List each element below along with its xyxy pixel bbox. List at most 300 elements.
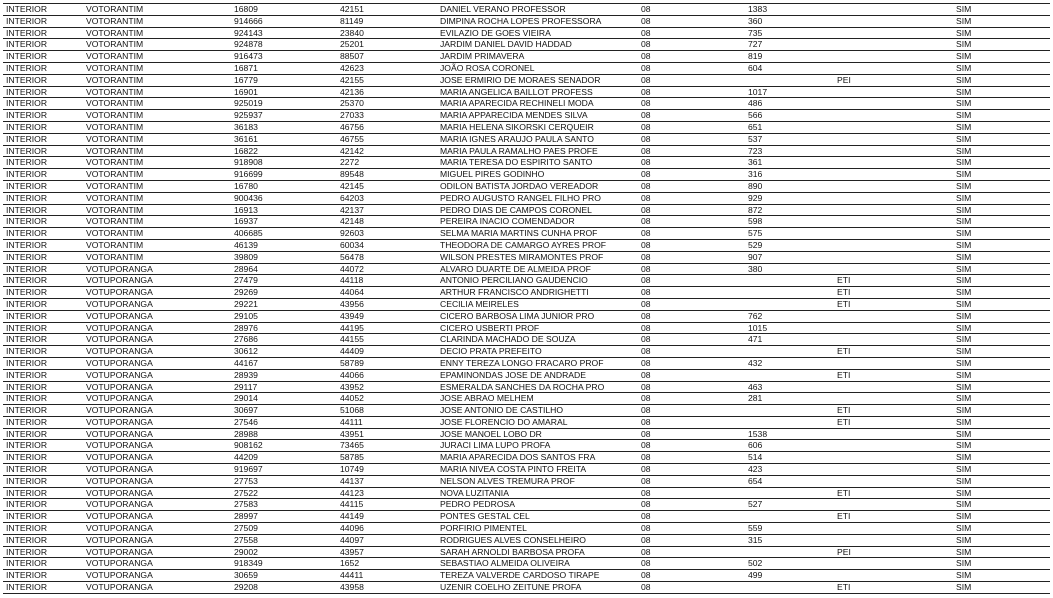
school-table	[3, 3, 1050, 594]
city-cell: VOTORANTIM	[83, 157, 231, 169]
directorate-cell: 08	[638, 275, 745, 287]
region-cell: INTERIOR	[3, 464, 83, 476]
school-name-cell: JARDIM DANIEL DAVID HADDAD	[437, 39, 638, 51]
region-cell: INTERIOR	[3, 357, 83, 369]
directorate-cell: 08	[638, 15, 745, 27]
program-cell	[834, 357, 953, 369]
status-cell: SIM	[953, 534, 1050, 546]
school-code-cell: 29117	[231, 381, 337, 393]
directorate-cell: 08	[638, 511, 745, 523]
school-name-cell: CICERO BARBOSA LIMA JUNIOR PRO	[437, 310, 638, 322]
city-cell: VOTUPORANGA	[83, 534, 231, 546]
status-cell: SIM	[953, 428, 1050, 440]
directorate-cell: 08	[638, 263, 745, 275]
school-code-cell: 46139	[231, 239, 337, 251]
region-cell: INTERIOR	[3, 287, 83, 299]
school-name-cell: MARIA IGNES ARAUJO PAULA SANTO	[437, 133, 638, 145]
school-code-cell: 28964	[231, 263, 337, 275]
school-code-cell: 28939	[231, 369, 337, 381]
status-cell: SIM	[953, 369, 1050, 381]
program-cell	[834, 452, 953, 464]
enrollment-cell: 907	[745, 251, 834, 263]
region-cell: INTERIOR	[3, 275, 83, 287]
school-code-cell: 919697	[231, 464, 337, 476]
school-code-cell: 16779	[231, 74, 337, 86]
cie-code-cell: 42142	[337, 145, 437, 157]
enrollment-cell	[745, 275, 834, 287]
school-code-cell: 28976	[231, 322, 337, 334]
table-row	[3, 523, 1050, 535]
region-cell: INTERIOR	[3, 27, 83, 39]
cie-code-cell: 88507	[337, 51, 437, 63]
status-cell: SIM	[953, 558, 1050, 570]
table-row	[3, 51, 1050, 63]
program-cell	[834, 251, 953, 263]
cie-code-cell: 92603	[337, 228, 437, 240]
school-name-cell: DECIO PRATA PREFEITO	[437, 346, 638, 358]
city-cell: VOTORANTIM	[83, 86, 231, 98]
directorate-cell: 08	[638, 570, 745, 582]
region-cell: INTERIOR	[3, 475, 83, 487]
program-cell: ETI	[834, 275, 953, 287]
school-code-cell: 16913	[231, 204, 337, 216]
status-cell: SIM	[953, 416, 1050, 428]
program-cell	[834, 440, 953, 452]
school-code-cell: 918349	[231, 558, 337, 570]
program-cell	[834, 310, 953, 322]
table-row	[3, 15, 1050, 27]
table-row	[3, 310, 1050, 322]
directorate-cell: 08	[638, 452, 745, 464]
cie-code-cell: 43949	[337, 310, 437, 322]
city-cell: VOTUPORANGA	[83, 464, 231, 476]
city-cell: VOTUPORANGA	[83, 275, 231, 287]
cie-code-cell: 43952	[337, 381, 437, 393]
region-cell: INTERIOR	[3, 180, 83, 192]
directorate-cell: 08	[638, 216, 745, 228]
program-cell	[834, 475, 953, 487]
school-name-cell: ENNY TEREZA LONGO FRACARO PROF	[437, 357, 638, 369]
school-name-cell: CICERO USBERTI PROF	[437, 322, 638, 334]
region-cell: INTERIOR	[3, 86, 83, 98]
city-cell: VOTUPORANGA	[83, 428, 231, 440]
school-name-cell: SELMA MARIA MARTINS CUNHA PROF	[437, 228, 638, 240]
table-row	[3, 475, 1050, 487]
cie-code-cell: 23840	[337, 27, 437, 39]
school-code-cell: 925937	[231, 110, 337, 122]
directorate-cell: 08	[638, 86, 745, 98]
program-cell	[834, 62, 953, 74]
table-row	[3, 169, 1050, 181]
city-cell: VOTUPORANGA	[83, 487, 231, 499]
status-cell: SIM	[953, 582, 1050, 594]
table-row	[3, 192, 1050, 204]
table-row	[3, 4, 1050, 16]
enrollment-cell	[745, 405, 834, 417]
cie-code-cell: 44411	[337, 570, 437, 582]
region-cell: INTERIOR	[3, 98, 83, 110]
status-cell: SIM	[953, 157, 1050, 169]
city-cell: VOTORANTIM	[83, 110, 231, 122]
status-cell: SIM	[953, 263, 1050, 275]
cie-code-cell: 44072	[337, 263, 437, 275]
program-cell	[834, 110, 953, 122]
directorate-cell: 08	[638, 405, 745, 417]
enrollment-cell: 929	[745, 192, 834, 204]
region-cell: INTERIOR	[3, 263, 83, 275]
program-cell	[834, 216, 953, 228]
program-cell	[834, 204, 953, 216]
table-row	[3, 369, 1050, 381]
region-cell: INTERIOR	[3, 346, 83, 358]
city-cell: VOTUPORANGA	[83, 511, 231, 523]
enrollment-cell: 380	[745, 263, 834, 275]
school-name-cell: PEDRO PEDROSA	[437, 499, 638, 511]
school-name-cell: MARIA HELENA SIKORSKI CERQUEIR	[437, 121, 638, 133]
directorate-cell: 08	[638, 346, 745, 358]
city-cell: VOTUPORANGA	[83, 263, 231, 275]
school-name-cell: ALVARO DUARTE DE ALMEIDA PROF	[437, 263, 638, 275]
enrollment-cell: 486	[745, 98, 834, 110]
cie-code-cell: 44155	[337, 334, 437, 346]
table-row	[3, 62, 1050, 74]
school-name-cell: ESMERALDA SANCHES DA ROCHA PRO	[437, 381, 638, 393]
cie-code-cell: 44115	[337, 499, 437, 511]
enrollment-cell: 651	[745, 121, 834, 133]
region-cell: INTERIOR	[3, 369, 83, 381]
directorate-cell: 08	[638, 287, 745, 299]
city-cell: VOTUPORANGA	[83, 346, 231, 358]
cie-code-cell: 42623	[337, 62, 437, 74]
program-cell	[834, 157, 953, 169]
school-name-cell: MARIA PAULA RAMALHO PAES PROFE	[437, 145, 638, 157]
directorate-cell: 08	[638, 310, 745, 322]
program-cell	[834, 228, 953, 240]
table-row	[3, 145, 1050, 157]
cie-code-cell: 44097	[337, 534, 437, 546]
program-cell	[834, 570, 953, 582]
cie-code-cell: 44111	[337, 416, 437, 428]
directorate-cell: 08	[638, 440, 745, 452]
region-cell: INTERIOR	[3, 487, 83, 499]
school-code-cell: 924878	[231, 39, 337, 51]
school-code-cell: 44167	[231, 357, 337, 369]
region-cell: INTERIOR	[3, 334, 83, 346]
enrollment-cell: 606	[745, 440, 834, 452]
program-cell: ETI	[834, 487, 953, 499]
directorate-cell: 08	[638, 357, 745, 369]
school-code-cell: 918908	[231, 157, 337, 169]
enrollment-cell: 514	[745, 452, 834, 464]
school-code-cell: 406685	[231, 228, 337, 240]
city-cell: VOTORANTIM	[83, 98, 231, 110]
program-cell: ETI	[834, 287, 953, 299]
program-cell	[834, 169, 953, 181]
school-code-cell: 16809	[231, 4, 337, 16]
school-code-cell: 39809	[231, 251, 337, 263]
table-row	[3, 157, 1050, 169]
city-cell: VOTORANTIM	[83, 121, 231, 133]
school-code-cell: 916699	[231, 169, 337, 181]
school-name-cell: WILSON PRESTES MIRAMONTES PROF	[437, 251, 638, 263]
directorate-cell: 08	[638, 51, 745, 63]
city-cell: VOTORANTIM	[83, 180, 231, 192]
school-code-cell: 30697	[231, 405, 337, 417]
table-row	[3, 322, 1050, 334]
status-cell: SIM	[953, 86, 1050, 98]
directorate-cell: 08	[638, 169, 745, 181]
cie-code-cell: 43957	[337, 546, 437, 558]
school-code-cell: 28997	[231, 511, 337, 523]
cie-code-cell: 1652	[337, 558, 437, 570]
table-row	[3, 251, 1050, 263]
enrollment-cell: 502	[745, 558, 834, 570]
region-cell: INTERIOR	[3, 534, 83, 546]
school-code-cell: 30659	[231, 570, 337, 582]
region-cell: INTERIOR	[3, 133, 83, 145]
school-code-cell: 44209	[231, 452, 337, 464]
table-row	[3, 204, 1050, 216]
city-cell: VOTUPORANGA	[83, 523, 231, 535]
program-cell: ETI	[834, 346, 953, 358]
region-cell: INTERIOR	[3, 499, 83, 511]
city-cell: VOTORANTIM	[83, 216, 231, 228]
program-cell	[834, 15, 953, 27]
table-row	[3, 216, 1050, 228]
enrollment-cell: 537	[745, 133, 834, 145]
school-code-cell: 30612	[231, 346, 337, 358]
enrollment-cell	[745, 511, 834, 523]
cie-code-cell: 44066	[337, 369, 437, 381]
table-row	[3, 180, 1050, 192]
table-row	[3, 346, 1050, 358]
cie-code-cell: 60034	[337, 239, 437, 251]
enrollment-cell: 735	[745, 27, 834, 39]
school-code-cell: 29014	[231, 393, 337, 405]
school-code-cell: 16822	[231, 145, 337, 157]
enrollment-cell	[745, 74, 834, 86]
school-name-cell: PEREIRA INACIO COMENDADOR	[437, 216, 638, 228]
cie-code-cell: 46755	[337, 133, 437, 145]
program-cell	[834, 393, 953, 405]
status-cell: SIM	[953, 110, 1050, 122]
cie-code-cell: 44137	[337, 475, 437, 487]
cie-code-cell: 42137	[337, 204, 437, 216]
city-cell: VOTUPORANGA	[83, 546, 231, 558]
school-code-cell: 29002	[231, 546, 337, 558]
cie-code-cell: 42136	[337, 86, 437, 98]
school-name-cell: NELSON ALVES TREMURA PROF	[437, 475, 638, 487]
program-cell	[834, 192, 953, 204]
program-cell	[834, 133, 953, 145]
table-row	[3, 133, 1050, 145]
region-cell: INTERIOR	[3, 511, 83, 523]
cie-code-cell: 25370	[337, 98, 437, 110]
cie-code-cell: 44052	[337, 393, 437, 405]
school-name-cell: THEODORA DE CAMARGO AYRES PROF	[437, 239, 638, 251]
directorate-cell: 08	[638, 157, 745, 169]
school-name-cell: PEDRO DIAS DE CAMPOS CORONEL	[437, 204, 638, 216]
region-cell: INTERIOR	[3, 15, 83, 27]
status-cell: SIM	[953, 452, 1050, 464]
school-name-cell: MARIA TERESA DO ESPIRITO SANTO	[437, 157, 638, 169]
region-cell: INTERIOR	[3, 428, 83, 440]
cie-code-cell: 10749	[337, 464, 437, 476]
table-row	[3, 452, 1050, 464]
school-name-cell: PONTES GESTAL CEL	[437, 511, 638, 523]
directorate-cell: 08	[638, 298, 745, 310]
status-cell: SIM	[953, 475, 1050, 487]
region-cell: INTERIOR	[3, 310, 83, 322]
status-cell: SIM	[953, 180, 1050, 192]
city-cell: VOTUPORANGA	[83, 499, 231, 511]
school-name-cell: MARIA ANGELICA BAILLOT PROFESS	[437, 86, 638, 98]
enrollment-cell: 423	[745, 464, 834, 476]
enrollment-cell: 1015	[745, 322, 834, 334]
directorate-cell: 08	[638, 27, 745, 39]
school-name-cell: PORFIRIO PIMENTEL	[437, 523, 638, 535]
school-name-cell: SARAH ARNOLDI BARBOSA PROFA	[437, 546, 638, 558]
directorate-cell: 08	[638, 228, 745, 240]
directorate-cell: 08	[638, 546, 745, 558]
directorate-cell: 08	[638, 251, 745, 263]
region-cell: INTERIOR	[3, 452, 83, 464]
region-cell: INTERIOR	[3, 157, 83, 169]
school-name-cell: EVILAZIO DE GOES VIEIRA	[437, 27, 638, 39]
program-cell	[834, 239, 953, 251]
table-row	[3, 546, 1050, 558]
cie-code-cell: 44123	[337, 487, 437, 499]
program-cell	[834, 499, 953, 511]
school-name-cell: SEBASTIAO ALMEIDA OLIVEIRA	[437, 558, 638, 570]
region-cell: INTERIOR	[3, 204, 83, 216]
enrollment-cell: 598	[745, 216, 834, 228]
table-row	[3, 499, 1050, 511]
region-cell: INTERIOR	[3, 228, 83, 240]
directorate-cell: 08	[638, 558, 745, 570]
table-row	[3, 287, 1050, 299]
school-name-cell: PEDRO AUGUSTO RANGEL FILHO PRO	[437, 192, 638, 204]
region-cell: INTERIOR	[3, 110, 83, 122]
program-cell: PEI	[834, 74, 953, 86]
school-name-cell: JARDIM PRIMAVERA	[437, 51, 638, 63]
enrollment-cell	[745, 416, 834, 428]
region-cell: INTERIOR	[3, 570, 83, 582]
school-name-cell: CECILIA MEIRELES	[437, 298, 638, 310]
school-name-cell: JOÃO ROSA CORONEL	[437, 62, 638, 74]
status-cell: SIM	[953, 228, 1050, 240]
cie-code-cell: 43956	[337, 298, 437, 310]
program-cell	[834, 334, 953, 346]
directorate-cell: 08	[638, 369, 745, 381]
table-row	[3, 428, 1050, 440]
cie-code-cell: 73465	[337, 440, 437, 452]
region-cell: INTERIOR	[3, 405, 83, 417]
status-cell: SIM	[953, 121, 1050, 133]
school-code-cell: 916473	[231, 51, 337, 63]
status-cell: SIM	[953, 62, 1050, 74]
enrollment-cell: 559	[745, 523, 834, 535]
table-row	[3, 275, 1050, 287]
program-cell: ETI	[834, 511, 953, 523]
directorate-cell: 08	[638, 133, 745, 145]
directorate-cell: 08	[638, 523, 745, 535]
status-cell: SIM	[953, 51, 1050, 63]
city-cell: VOTORANTIM	[83, 239, 231, 251]
directorate-cell: 08	[638, 334, 745, 346]
status-cell: SIM	[953, 381, 1050, 393]
enrollment-cell: 529	[745, 239, 834, 251]
status-cell: SIM	[953, 39, 1050, 51]
status-cell: SIM	[953, 334, 1050, 346]
directorate-cell: 08	[638, 192, 745, 204]
status-cell: SIM	[953, 15, 1050, 27]
region-cell: INTERIOR	[3, 169, 83, 181]
school-code-cell: 29269	[231, 287, 337, 299]
program-cell	[834, 558, 953, 570]
region-cell: INTERIOR	[3, 440, 83, 452]
enrollment-cell: 872	[745, 204, 834, 216]
school-code-cell: 28988	[231, 428, 337, 440]
enrollment-cell: 360	[745, 15, 834, 27]
directorate-cell: 08	[638, 322, 745, 334]
city-cell: VOTUPORANGA	[83, 334, 231, 346]
school-code-cell: 27546	[231, 416, 337, 428]
status-cell: SIM	[953, 464, 1050, 476]
table-row	[3, 110, 1050, 122]
table-row	[3, 334, 1050, 346]
enrollment-cell: 727	[745, 39, 834, 51]
city-cell: VOTORANTIM	[83, 62, 231, 74]
enrollment-cell: 315	[745, 534, 834, 546]
cie-code-cell: 25201	[337, 39, 437, 51]
status-cell: SIM	[953, 511, 1050, 523]
program-cell: ETI	[834, 298, 953, 310]
school-code-cell: 27479	[231, 275, 337, 287]
status-cell: SIM	[953, 275, 1050, 287]
region-cell: INTERIOR	[3, 298, 83, 310]
school-code-cell: 29208	[231, 582, 337, 594]
cie-code-cell: 44195	[337, 322, 437, 334]
program-cell: PEI	[834, 546, 953, 558]
region-cell: INTERIOR	[3, 239, 83, 251]
school-code-cell: 27753	[231, 475, 337, 487]
city-cell: VOTORANTIM	[83, 4, 231, 16]
school-code-cell: 27686	[231, 334, 337, 346]
table-row	[3, 74, 1050, 86]
directorate-cell: 08	[638, 110, 745, 122]
directorate-cell: 08	[638, 499, 745, 511]
program-cell	[834, 98, 953, 110]
status-cell: SIM	[953, 239, 1050, 251]
enrollment-cell: 575	[745, 228, 834, 240]
school-code-cell: 36161	[231, 133, 337, 145]
school-code-cell: 29105	[231, 310, 337, 322]
cie-code-cell: 51068	[337, 405, 437, 417]
city-cell: VOTUPORANGA	[83, 357, 231, 369]
table-row	[3, 228, 1050, 240]
directorate-cell: 08	[638, 393, 745, 405]
program-cell	[834, 534, 953, 546]
program-cell	[834, 523, 953, 535]
status-cell: SIM	[953, 570, 1050, 582]
enrollment-cell	[745, 546, 834, 558]
program-cell	[834, 27, 953, 39]
status-cell: SIM	[953, 169, 1050, 181]
city-cell: VOTORANTIM	[83, 133, 231, 145]
region-cell: INTERIOR	[3, 322, 83, 334]
school-name-cell: TEREZA VALVERDE CARDOSO TIRAPE	[437, 570, 638, 582]
